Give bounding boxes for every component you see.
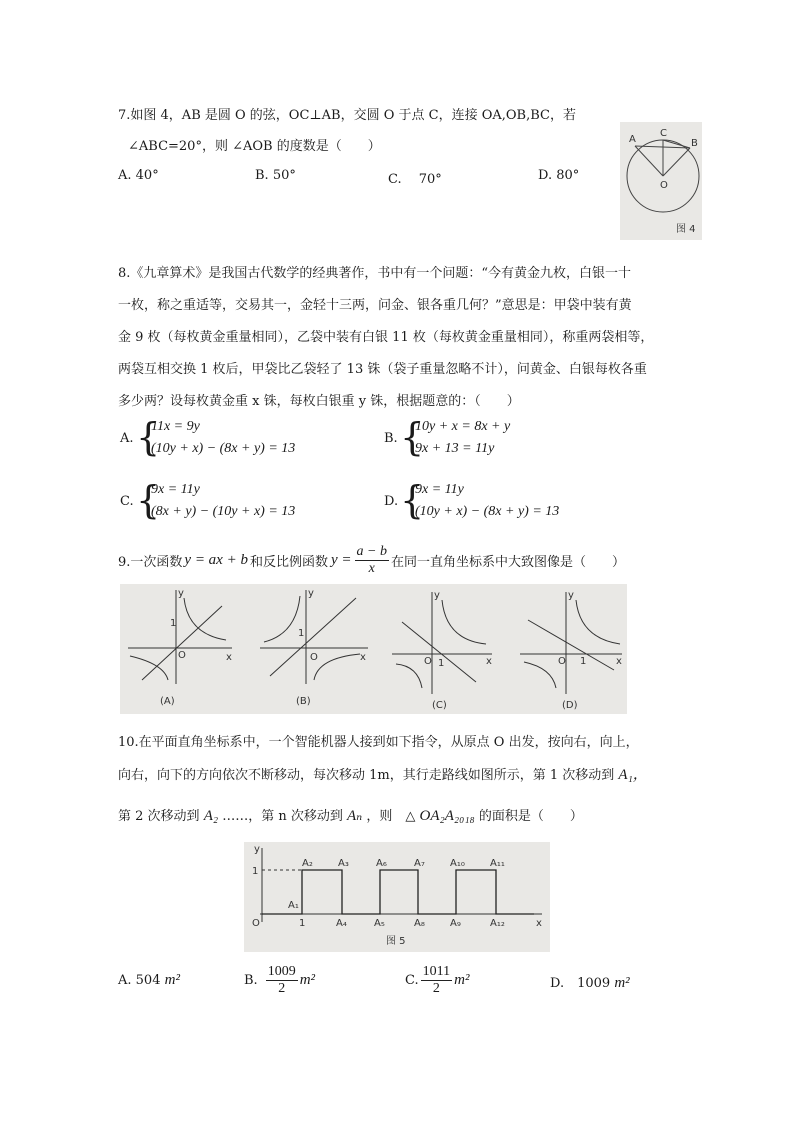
fig5-x-one: 1	[299, 918, 306, 929]
q8-stem-line3: 金 9 枚（每枚黄金重量相同），乙袋中装有白银 11 枚（每枚黄金重量相同），称重两袋相等，	[118, 330, 654, 345]
fig4-caption: 图 4	[676, 224, 696, 235]
q10-option-d-label: D. 1009	[550, 976, 611, 991]
q7-stem-line1: 7.如图 4，AB 是圆 O 的弦，OC⊥AB，交圆 O 于点 C，连接 OA,OB,BC，若	[118, 108, 576, 123]
q10-line3-c: ，则 △	[366, 809, 416, 824]
fig5-a11: A₁₁	[490, 858, 505, 869]
graph-b-one: 1	[298, 628, 305, 639]
q8-option-c-eq2: (8x + y) − (10y + x) = 13	[151, 504, 296, 519]
q9-frac-den: x	[368, 560, 375, 576]
graph-b-caption: (B)	[296, 696, 311, 707]
q8-option-b-brace: {	[400, 415, 425, 459]
graph-b-origin: O	[310, 652, 318, 663]
q8-option-d-system	[415, 479, 559, 523]
fig5-a7: A₇	[414, 858, 425, 869]
q10-option-c-num: 1011	[422, 963, 451, 979]
fig4-label-b: B	[691, 138, 698, 149]
q8-option-a-brace: {	[136, 415, 161, 459]
q9-middle: 和反比例函数	[249, 554, 328, 570]
q8-option-a-eq2: (10y + x) − (8x + y) = 13	[151, 441, 296, 456]
q10-option-b-frac	[266, 964, 298, 997]
fig5-a3: A₃	[338, 858, 349, 869]
q8-stem-line1: 8.《九章算术》是我国古代数学的经典著作，书中有一个问题：“今有黄金九枚，白银一十	[118, 266, 632, 281]
graph-c-caption: (C)	[432, 700, 447, 711]
q8-option-c-system	[151, 479, 295, 523]
figure-4-circle	[620, 122, 702, 240]
q8-option-c-label: C.	[120, 494, 134, 509]
graph-c-x: x	[486, 656, 492, 667]
q8-option-c-brace: {	[136, 478, 161, 522]
q8-option-a-system	[151, 416, 295, 460]
q9-graph-b	[260, 588, 368, 707]
q10-option-b-num: 1009	[267, 963, 296, 979]
q8-option-a-label: A.	[120, 431, 134, 446]
q10-line3-sym2: Aₙ	[347, 808, 363, 824]
fig5-y-axis: y	[254, 844, 260, 855]
q9-graphs-photo	[120, 584, 627, 714]
q9-graph-a	[128, 588, 232, 707]
figure-5-robot-path	[244, 842, 550, 952]
q7-stem-line2: ∠ABC=20°，则 ∠AOB 的度数是（ ）	[128, 139, 381, 154]
q10-option-c-label: C.	[405, 972, 419, 988]
q7-option-b: B. 50°	[255, 168, 296, 183]
q8-option-c-eq1: 9x = 11y	[151, 482, 200, 497]
q10-line2-text: 向右，向下的方向依次不断移动，每次移动 1m，其行走路线如图所示，第 1 次移动到	[118, 768, 615, 783]
q10-option-b-label: B.	[244, 972, 258, 988]
q8-option-d-brace: {	[400, 478, 425, 522]
fig5-caption: 图 5	[386, 936, 406, 947]
graph-a-one: 1	[170, 618, 177, 629]
q8-option-d-eq2: (10y + x) − (8x + y) = 13	[415, 504, 560, 519]
q9-stem	[118, 538, 625, 582]
graph-d-caption: (D)	[562, 700, 578, 711]
q10-stem-line1: 10.在平面直角坐标系中，一个智能机器人接到如下指令，从原点 O 出发，按向右，向上，	[118, 735, 639, 750]
fig5-a12: A₁₂	[490, 918, 505, 929]
q8-option-b-eq2: 9x + 13 = 11y	[415, 441, 495, 456]
q9-fraction	[355, 544, 389, 577]
q10-line2-symbol: A₁，	[618, 767, 648, 783]
graph-a-y: y	[178, 588, 184, 599]
q10-line3-sym1: A₂	[203, 808, 219, 824]
fig5-a2: A₂	[302, 858, 313, 869]
q8-option-b-label: B.	[384, 431, 398, 446]
q10-option-d	[550, 972, 630, 992]
q10-line3-d: 的面积是（ ）	[478, 809, 583, 824]
q7-option-d: D. 80°	[538, 168, 580, 183]
fig5-a1: A₁	[288, 900, 299, 911]
fig5-origin: O	[252, 918, 260, 929]
q8-stem-line2: 一枚，称之重适等，交易其一，金轻十三两，问金、银各重几何？”意思是：甲袋中装有黄	[118, 298, 632, 313]
q8-stem-line4: 两袋互相交换 1 枚后，甲袋比乙袋轻了 13 铢（袋子重量忽略不计），问黄金、白银每枚各重	[118, 362, 647, 377]
graph-a-x: x	[226, 652, 232, 663]
q8-option-b-eq1: 10y + x = 8x + y	[415, 419, 511, 434]
graph-d-y: y	[568, 590, 574, 601]
q10-option-c-den: 2	[432, 980, 440, 996]
fig5-a4: A₄	[336, 918, 347, 929]
q10-option-d-unit: m²	[614, 975, 630, 991]
fig5-y-one: 1	[252, 866, 259, 877]
fig5-a10: A₁₀	[450, 858, 465, 869]
fig5-a6: A₆	[376, 858, 387, 869]
q10-line3-a: 第 2 次移动到	[118, 809, 200, 824]
q9-frac-num: a − b	[356, 543, 387, 559]
fig4-label-o: O	[660, 180, 668, 191]
q7-option-c: C. 70°	[388, 172, 442, 187]
q8-option-d-eq1: 9x = 11y	[415, 482, 464, 497]
fig4-label-c: C	[660, 128, 667, 139]
q8-stem-line5: 多少两？设每枚黄金重 x 铢，每枚白银重 y 铢，根据题意的：（ ）	[118, 394, 520, 409]
q10-option-b	[244, 958, 315, 1002]
q10-option-c-frac	[421, 964, 452, 997]
q8-option-a-eq1: 11x = 9y	[151, 419, 200, 434]
q7-option-a: A. 40°	[118, 168, 159, 183]
fig5-a5: A₅	[374, 918, 385, 929]
q8-option-b-system	[415, 416, 510, 460]
q10-option-c	[405, 958, 469, 1002]
graph-d-one: 1	[580, 656, 587, 667]
graph-b-y: y	[308, 588, 314, 599]
q9-eq-linear: y = ax + b	[184, 551, 248, 568]
q10-stem-line3	[118, 805, 583, 825]
graph-c-y: y	[434, 590, 440, 601]
q10-option-b-den: 2	[278, 980, 286, 996]
fig4-label-a: A	[629, 134, 636, 145]
graph-b-x: x	[360, 652, 366, 663]
q9-suffix: 在同一直角坐标系中大致图像是（ ）	[390, 554, 625, 570]
graph-d-x: x	[616, 656, 622, 667]
fig5-a8: A₈	[414, 918, 425, 929]
graph-a-origin: O	[178, 650, 186, 661]
graph-d-origin: O	[558, 656, 566, 667]
q8-option-d-label: D.	[384, 494, 399, 509]
q9-graph-c	[392, 590, 492, 711]
q9-graph-d	[520, 590, 622, 711]
q10-option-c-unit: m²	[454, 971, 470, 988]
q10-line3-sym3: OA₂A₂₀₁₈	[419, 808, 475, 824]
q10-option-a-unit: m²	[164, 972, 180, 988]
q10-option-a-label: A. 504	[118, 973, 161, 988]
graph-c-origin: O	[424, 656, 432, 667]
q10-stem-line2	[118, 763, 648, 784]
q10-option-a	[118, 972, 180, 989]
q9-prefix: 9.一次函数	[118, 554, 183, 570]
fig5-x-axis: x	[536, 918, 542, 929]
q10-option-b-unit: m²	[299, 971, 316, 988]
graph-c-one: 1	[438, 658, 445, 669]
q9-eq-lhs: y =	[330, 551, 352, 568]
q10-line3-b: ……，第 n 次移动到	[222, 809, 343, 824]
graph-a-caption: (A)	[160, 696, 175, 707]
fig5-a9: A₉	[450, 918, 461, 929]
